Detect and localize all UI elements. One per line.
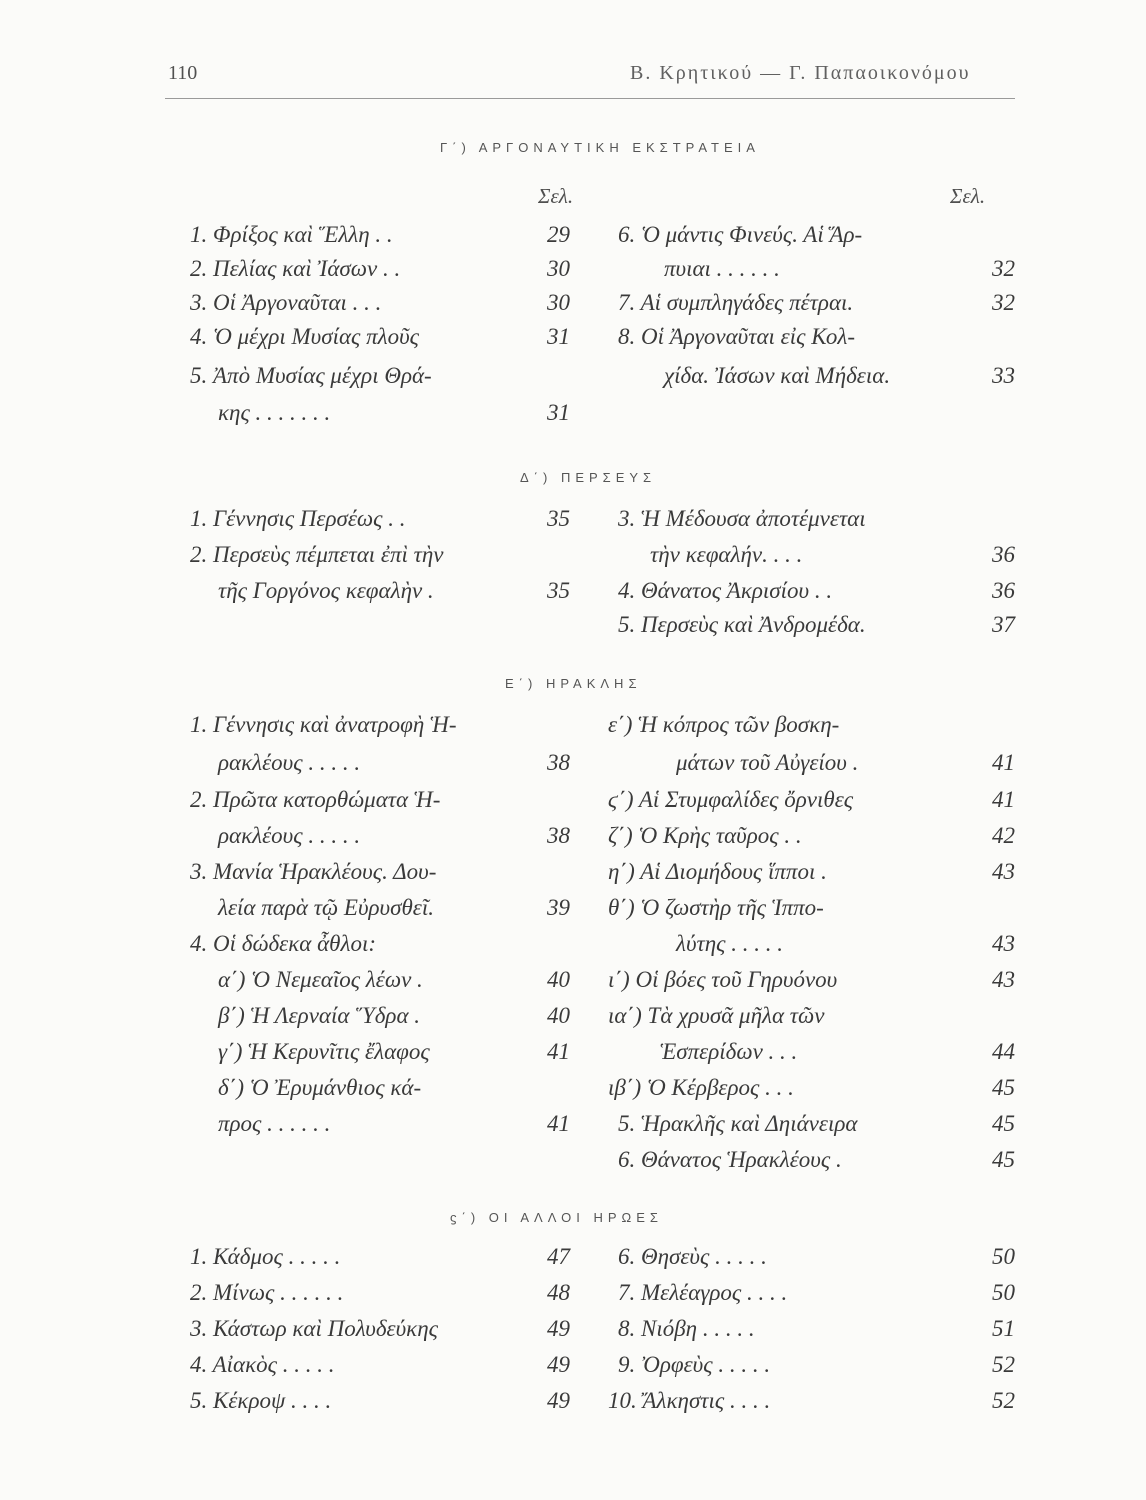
toc-entry: 9. Ὀρφεὺς . . . . .: [618, 1352, 771, 1377]
toc-page: 38: [547, 823, 570, 848]
toc-subentry: θ΄) Ὁ ζωστὴρ τῆς Ἱππο-: [608, 895, 824, 920]
toc-subentry: ζ΄) Ὁ Κρὴς ταῦρος . .: [608, 823, 802, 848]
toc-page: 31: [547, 324, 570, 349]
toc-entry: 5. Ἡρακλῆς καὶ Δηιάνειρα: [618, 1111, 858, 1136]
sel-label-left: Σελ.: [538, 184, 574, 208]
toc-subentry: ε΄) Ἡ κόπρος τῶν βοσκη-: [608, 712, 840, 737]
toc-page: 40: [547, 1003, 570, 1028]
toc-page: 45: [992, 1147, 1015, 1172]
toc-page: 35: [547, 506, 570, 531]
toc-page: 29: [547, 222, 570, 247]
section-title-iraklis: Ε΄) ΗΡΑΚΛΗΣ: [505, 676, 642, 691]
toc-page: 48: [547, 1280, 570, 1305]
toc-entry-cont: χίδα. Ἰάσων καὶ Μήδεια.: [664, 363, 891, 388]
toc-entry: 4. Αἰακὸς . . . . .: [190, 1352, 335, 1377]
toc-subentry: ι΄) Οἱ βόες τοῦ Γηρυόνου: [608, 967, 838, 992]
toc-subentry: γ΄) Ἡ Κερυνῖτις ἔλαφος: [218, 1039, 430, 1064]
section-title-argonautiki: Γ΄) ΑΡΓΟΝΑΥΤΙΚΗ ΕΚΣΤΡΑΤΕΙΑ: [440, 140, 760, 155]
toc-entry: 6. Θάνατος Ἡρακλέους .: [618, 1147, 842, 1172]
toc-page: 41: [547, 1039, 570, 1064]
toc-entry: 3. Οἱ Ἀργοναῦται . . .: [190, 290, 382, 315]
toc-page: 36: [992, 542, 1015, 567]
toc-subentry: β΄) Ἡ Λερναία Ὕδρα .: [218, 1003, 421, 1028]
toc-page: 43: [992, 859, 1015, 884]
toc-page: 32: [992, 290, 1015, 315]
toc-entry: 8. Οἱ Ἀργοναῦται εἰς Κολ-: [618, 324, 856, 349]
toc-entry-cont: ρακλέους . . . . .: [218, 823, 361, 848]
toc-entry: 4. Οἱ δώδεκα ἆθλοι:: [190, 931, 376, 956]
toc-page: 49: [547, 1352, 570, 1377]
toc-subentry: α΄) Ὁ Νεμεαῖος λέων .: [218, 967, 423, 992]
toc-entry: 2. Περσεὺς πέμπεται ἐπὶ τὴν: [190, 542, 444, 567]
toc-page: 41: [547, 1111, 570, 1136]
toc-page: 49: [547, 1388, 570, 1413]
toc-entry: 4. Ὁ μέχρι Μυσίας πλοῦς: [190, 324, 419, 349]
toc-page: 50: [992, 1280, 1015, 1305]
toc-page: 35: [547, 578, 570, 603]
toc-entry: 1. Γέννησις Περσέως . .: [190, 506, 406, 531]
toc-entry: 1. Φρίξος καὶ Ἕλλη . .: [190, 222, 393, 247]
toc-entry: 6. Ὁ μάντις Φινεύς. Αἱ Ἅρ-: [618, 222, 863, 247]
toc-entry-cont: λεία παρὰ τῷ Εὐρυσθεῖ.: [218, 895, 434, 920]
toc-page: 39: [547, 895, 570, 920]
page-number: 110: [168, 62, 198, 84]
toc-page: 32: [992, 256, 1015, 281]
toc-entry: 5. Ἀπὸ Μυσίας μέχρι Θρά-: [190, 363, 432, 388]
toc-entry: 5. Περσεὺς καὶ Ἀνδρομέδα.: [618, 612, 866, 637]
toc-entry-cont: τῆς Γοργόνος κεφαλὴν .: [218, 578, 434, 603]
toc-entry: 5. Κέκροψ . . . .: [190, 1388, 332, 1413]
toc-entry-cont: Ἑσπερίδων . . .: [660, 1039, 798, 1064]
sel-label-right: Σελ.: [950, 184, 986, 208]
toc-page: 51: [992, 1316, 1015, 1341]
toc-entry: 7. Μελέαγρος . . . .: [618, 1280, 788, 1305]
toc-subentry: ιβ΄) Ὁ Κέρβερος . . .: [608, 1075, 794, 1100]
toc-entry: 1. Γέννησις καὶ ἀνατροφὴ Ἡ-: [190, 712, 457, 737]
toc-page: 41: [992, 750, 1015, 775]
toc-entry: 6. Θησεὺς . . . . .: [618, 1244, 767, 1269]
toc-entry: 3. Ἡ Μέδουσα ἀποτέμνεται: [618, 506, 866, 531]
toc-entry: 3. Κάστωρ καὶ Πολυδεύκης: [190, 1316, 438, 1341]
toc-page: 50: [992, 1244, 1015, 1269]
toc-entry: 8. Νιόβη . . . . .: [618, 1316, 755, 1341]
toc-entry: 10. Ἄλκηστις . . . .: [608, 1388, 771, 1413]
toc-page: 44: [992, 1039, 1015, 1064]
toc-entry-cont: τὴν κεφαλήν. . . .: [650, 542, 803, 567]
toc-page: 45: [992, 1075, 1015, 1100]
toc-entry: 2. Πελίας καὶ Ἰάσων . .: [190, 256, 401, 281]
toc-subentry: ια΄) Τὰ χρυσᾶ μῆλα τῶν: [608, 1003, 825, 1028]
toc-subentry: η΄) Αἱ Διομήδους ἵπποι .: [608, 859, 827, 884]
header-rule: [165, 98, 1015, 99]
toc-page: 52: [992, 1352, 1015, 1377]
toc-subentry: δ΄) Ὁ Ἐρυμάνθιος κά-: [218, 1075, 422, 1100]
toc-page: 45: [992, 1111, 1015, 1136]
toc-page: 33: [992, 363, 1015, 388]
toc-subentry: ϛ΄) Αἱ Στυμφαλίδες ὄρνιθες: [608, 787, 854, 812]
toc-page: 36: [992, 578, 1015, 603]
toc-page: 42: [992, 823, 1015, 848]
toc-page: 30: [547, 256, 570, 281]
toc-page: 37: [992, 612, 1015, 637]
toc-page: 41: [992, 787, 1015, 812]
toc-entry-cont: κης . . . . . . .: [218, 400, 331, 425]
toc-page: 52: [992, 1388, 1015, 1413]
toc-entry-cont: λύτης . . . . .: [676, 931, 783, 956]
toc-page: 43: [992, 931, 1015, 956]
toc-entry-cont: μάτων τοῦ Αὐγείου .: [676, 750, 859, 775]
toc-page: 40: [547, 967, 570, 992]
toc-entry-cont: ρακλέους . . . . .: [218, 750, 361, 775]
toc-entry: 2. Μίνως . . . . . .: [190, 1280, 344, 1305]
toc-page: 47: [547, 1244, 570, 1269]
toc-entry: 2. Πρῶτα κατορθώματα Ἡ-: [190, 787, 441, 812]
toc-entry: 4. Θάνατος Ἀκρισίου . .: [618, 578, 833, 603]
toc-entry: 7. Αἱ συμπληγάδες πέτραι.: [618, 290, 854, 315]
toc-entry-cont: πυιαι . . . . . .: [664, 256, 780, 281]
section-title-perseus: Δ΄) ΠΕΡΣΕΥΣ: [520, 470, 657, 485]
toc-page: 31: [547, 400, 570, 425]
section-title-alloi: ϛ΄) ΟΙ ΑΛΛΟΙ ΗΡΩΕΣ: [450, 1210, 663, 1225]
toc-page: 43: [992, 967, 1015, 992]
toc-page: 30: [547, 290, 570, 315]
toc-entry: 1. Κάδμος . . . . .: [190, 1244, 341, 1269]
toc-entry: 3. Μανία Ἡρακλέους. Δου-: [190, 859, 437, 884]
toc-page: 49: [547, 1316, 570, 1341]
running-title: Β. Κρητικού — Γ. Παπαοικονόμου: [630, 62, 971, 84]
toc-page: 38: [547, 750, 570, 775]
toc-entry-cont: προς . . . . . .: [218, 1111, 331, 1136]
